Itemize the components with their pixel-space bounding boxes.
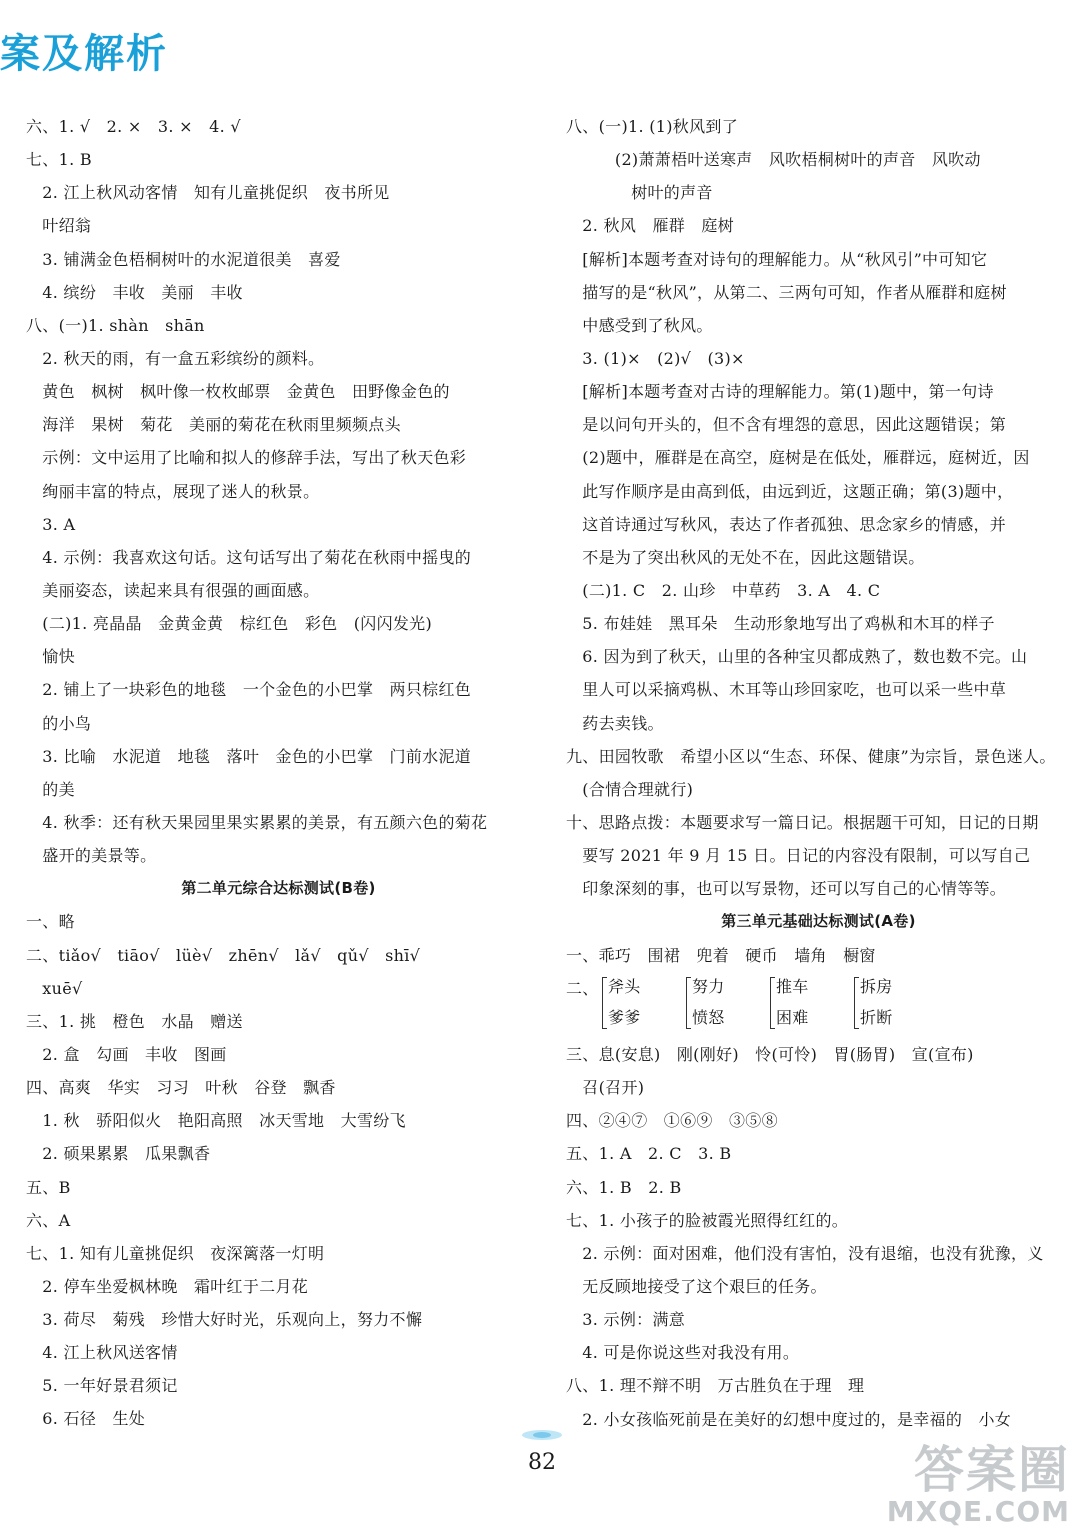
answer-line: 是以问句开头的，但不含有埋怨的意思，因此这题错误；第 bbox=[566, 415, 1007, 435]
answer-line: 3. 比喻 水泥道 地毯 落叶 金色的小巴掌 门前水泥道 bbox=[26, 746, 472, 766]
answer-line: 2. 盒 勾画 丰收 图画 bbox=[26, 1044, 227, 1064]
answer-line: 2. 示例：面对困难，他们没有害怕，没有退缩，也没有犹豫，义 bbox=[566, 1243, 1044, 1263]
watermark bbox=[886, 1430, 1076, 1530]
pair-word: 努力 bbox=[692, 976, 725, 996]
answer-line: 4. 江上秋风送客情 bbox=[26, 1343, 178, 1363]
section-heading: 第二单元综合达标测试(B卷) bbox=[181, 879, 376, 898]
answer-line: (2)题中，雁群是在高空，庭树是在低处，雁群远，庭树近，因 bbox=[566, 448, 1030, 468]
answer-line: 3. 荷尽 菊残 珍惜大好时光，乐观向上，努力不懈 bbox=[26, 1310, 423, 1330]
answer-line: 叶绍翁 bbox=[26, 216, 92, 236]
answer-line: 六、1. √ 2. × 3. × 4. √ bbox=[26, 117, 241, 136]
answer-line: 4. 缤纷 丰收 美丽 丰收 bbox=[26, 282, 243, 302]
answer-line: xuē√ bbox=[26, 978, 83, 998]
word-pair-row bbox=[566, 972, 1071, 1038]
pair-word: 折断 bbox=[860, 1007, 893, 1027]
answer-line: 树叶的声音 bbox=[566, 183, 713, 203]
answer-line: 的美 bbox=[26, 779, 75, 799]
answer-line: 八、(一)1. (1)秋风到了 bbox=[566, 117, 739, 136]
page-header-title: 案及解析 bbox=[0, 31, 168, 77]
word-pair-grid bbox=[602, 971, 924, 1033]
answer-line: 盛开的美景等。 bbox=[26, 846, 157, 866]
answer-line: 四、高爽 华实 习习 叶秋 谷登 飘香 bbox=[26, 1078, 336, 1098]
answer-line: 二、tiǎo√ tiāo√ lüè√ zhēn√ lǎ√ qǔ√ shī√ bbox=[26, 945, 421, 965]
answer-line: (合情合理就行) bbox=[566, 779, 694, 799]
answer-line: 的小鸟 bbox=[26, 713, 92, 733]
pair-word: 爹爹 bbox=[608, 1007, 641, 1027]
answer-line: 十、思路点拨：本题要求写一篇日记。根据题干可知，日记的日期 bbox=[566, 812, 1039, 832]
answer-line: 2. 秋风 雁群 庭树 bbox=[566, 216, 734, 236]
pair-brace bbox=[602, 977, 607, 1029]
word-pair bbox=[854, 971, 924, 1033]
answer-line: 绚丽丰富的特点，展现了迷人的秋景。 bbox=[26, 481, 320, 501]
answer-line: 4. 秋季：还有秋天果园里果实累累的美景，有五颜六色的菊花 bbox=[26, 812, 488, 832]
word-pair bbox=[602, 971, 672, 1033]
answer-line: 七、1. 知有儿童挑促织 夜深篱落一灯明 bbox=[26, 1243, 325, 1263]
answer-line: 中感受到了秋风。 bbox=[566, 315, 713, 335]
answer-line: 一、乖巧 围裙 兜着 硬币 墙角 橱窗 bbox=[566, 945, 876, 965]
answer-line: 6. 因为到了秋天，山里的各种宝贝都成熟了，数也数不完。山 bbox=[566, 647, 1028, 667]
answer-line: 5. 一年好景君须记 bbox=[26, 1376, 178, 1396]
answer-line: 此写作顺序是由高到低，由远到近，这题正确；第(3)题中， bbox=[566, 481, 1014, 501]
answer-line: 6. 石径 生处 bbox=[26, 1409, 146, 1429]
answer-line: 海洋 果树 菊花 美丽的菊花在秋雨里频频点头 bbox=[26, 415, 401, 435]
answer-line: 2. 铺上了一块彩色的地毯 一个金色的小巴掌 两只棕红色 bbox=[26, 680, 472, 700]
answer-line: 2. 江上秋风动客情 知有儿童挑促织 夜书所见 bbox=[26, 183, 390, 203]
pair-word: 拆房 bbox=[860, 976, 893, 996]
answer-line: 一、略 bbox=[26, 912, 75, 932]
answer-line: 2. 硕果累累 瓜果飘香 bbox=[26, 1144, 211, 1164]
answer-line: 不是为了突出秋风的无处不在，因此这题错误。 bbox=[566, 547, 925, 567]
answer-line: 要写 2021 年 9 月 15 日。日记的内容没有限制，可以写自己 bbox=[566, 846, 1031, 866]
answer-line: 3. 示例：满意 bbox=[566, 1310, 686, 1330]
answer-line: 示例：文中运用了比喻和拟人的修辞手法，写出了秋天色彩 bbox=[26, 448, 467, 468]
pair-brace bbox=[686, 977, 691, 1029]
answer-line: [解析]本题考查对古诗的理解能力。第(1)题中，第一句诗 bbox=[566, 382, 994, 402]
answer-line: 无反顾地接受了这个艰巨的任务。 bbox=[566, 1276, 827, 1296]
pair-word: 愤怒 bbox=[692, 1007, 725, 1027]
section-heading: 第三单元基础达标测试(A卷) bbox=[721, 912, 916, 931]
answer-line: 2. 小女孩临死前是在美好的幻想中度过的，是幸福的 小女 bbox=[566, 1409, 1012, 1429]
answer-line: 3. (1)× (2)√ (3)× bbox=[566, 348, 745, 368]
word-pair bbox=[770, 971, 840, 1033]
right-answer-column bbox=[566, 110, 1071, 1436]
answer-line: 3. A bbox=[26, 514, 76, 534]
answer-line: 2. 停车坐爱枫林晚 霜叶红于二月花 bbox=[26, 1276, 309, 1296]
answer-line: 描写的是“秋风”，从第二、三两句可知，作者从雁群和庭树 bbox=[566, 282, 1007, 302]
answer-line: 五、1. A 2. C 3. B bbox=[566, 1144, 732, 1164]
answer-line: 4. 示例：我喜欢这句话。这句话写出了菊花在秋雨中摇曳的 bbox=[26, 547, 472, 567]
answer-line: 黄色 枫树 枫叶像一枚枚邮票 金黄色 田野像金色的 bbox=[26, 382, 450, 402]
answer-line: 2. 秋天的雨，有一盒五彩缤纷的颜料。 bbox=[26, 348, 325, 368]
answer-line: 药去卖钱。 bbox=[566, 713, 664, 733]
answer-line: 九、田园牧歌 希望小区以“生态、环保、健康”为宗旨，景色迷人。 bbox=[566, 746, 1056, 766]
answer-line: 八、(一)1. shàn shān bbox=[26, 315, 205, 335]
answer-line: 美丽姿态，读起来具有很强的画面感。 bbox=[26, 580, 320, 600]
answer-line: 里人可以采摘鸡枞、木耳等山珍回家吃，也可以采一些中草 bbox=[566, 680, 1007, 700]
answer-line: 六、1. B 2. B bbox=[566, 1177, 682, 1197]
answer-line: [解析]本题考查对诗句的理解能力。从“秋风引”中可知它 bbox=[566, 249, 988, 269]
answer-line: (二)1. C 2. 山珍 中草药 3. A 4. C bbox=[566, 580, 881, 600]
answer-line: 3. 铺满金色梧桐树叶的水泥道很美 喜爱 bbox=[26, 249, 341, 269]
answer-line: 八、1. 理不辩不明 万古胜负在于理 理 bbox=[566, 1376, 865, 1396]
answer-line: 5. 布娃娃 黑耳朵 生动形象地写出了鸡枞和木耳的样子 bbox=[566, 614, 995, 634]
pair-brace bbox=[770, 977, 775, 1029]
pair-word: 推车 bbox=[776, 976, 809, 996]
answer-line: (2)萧萧梧叶送寒声 风吹梧桐树叶的声音 风吹动 bbox=[566, 150, 981, 170]
answer-line: 三、息(安息) 刚(刚好) 怜(可怜) 胃(肠胃) 宣(宣布) bbox=[566, 1044, 974, 1064]
watermark-logo: 答案圈 bbox=[914, 1441, 1070, 1499]
answer-line: 三、1. 挑 橙色 水晶 赠送 bbox=[26, 1011, 243, 1031]
pair-word: 斧头 bbox=[608, 976, 641, 996]
answer-line: 这首诗通过写秋风，表达了作者孤独、思念家乡的情感，并 bbox=[566, 514, 1007, 534]
page-number: 82 bbox=[528, 1450, 556, 1475]
pair-word: 困难 bbox=[776, 1007, 809, 1027]
answer-line: 召(召开) bbox=[566, 1078, 645, 1098]
answer-line: 五、B bbox=[26, 1177, 71, 1197]
answer-line: 七、1. B bbox=[26, 150, 92, 170]
watermark-url: MXQE.COM bbox=[886, 1495, 1070, 1528]
left-answer-column bbox=[26, 110, 531, 1436]
answer-line: (二)1. 亮晶晶 金黄金黄 棕红色 彩色 (闪闪发光) bbox=[26, 614, 433, 634]
answer-line: 4. 可是你说这些对我没有用。 bbox=[566, 1343, 800, 1363]
answer-line: 印象深刻的事，也可以写景物，还可以写自己的心情等等。 bbox=[566, 879, 1007, 899]
word-pair-label: 二、 bbox=[566, 978, 599, 998]
answer-line: 1. 秋 骄阳似火 艳阳高照 冰天雪地 大雪纷飞 bbox=[26, 1111, 406, 1131]
word-pair bbox=[686, 971, 756, 1033]
answer-line: 六、A bbox=[26, 1210, 71, 1230]
answer-line: 七、1. 小孩子的脸被霞光照得红红的。 bbox=[566, 1210, 849, 1230]
answer-line: 四、②④⑦ ①⑥⑨ ③⑤⑧ bbox=[566, 1111, 778, 1131]
page-ornament-icon bbox=[520, 1428, 564, 1442]
pair-brace bbox=[854, 977, 859, 1029]
answer-line: 愉快 bbox=[26, 647, 75, 667]
